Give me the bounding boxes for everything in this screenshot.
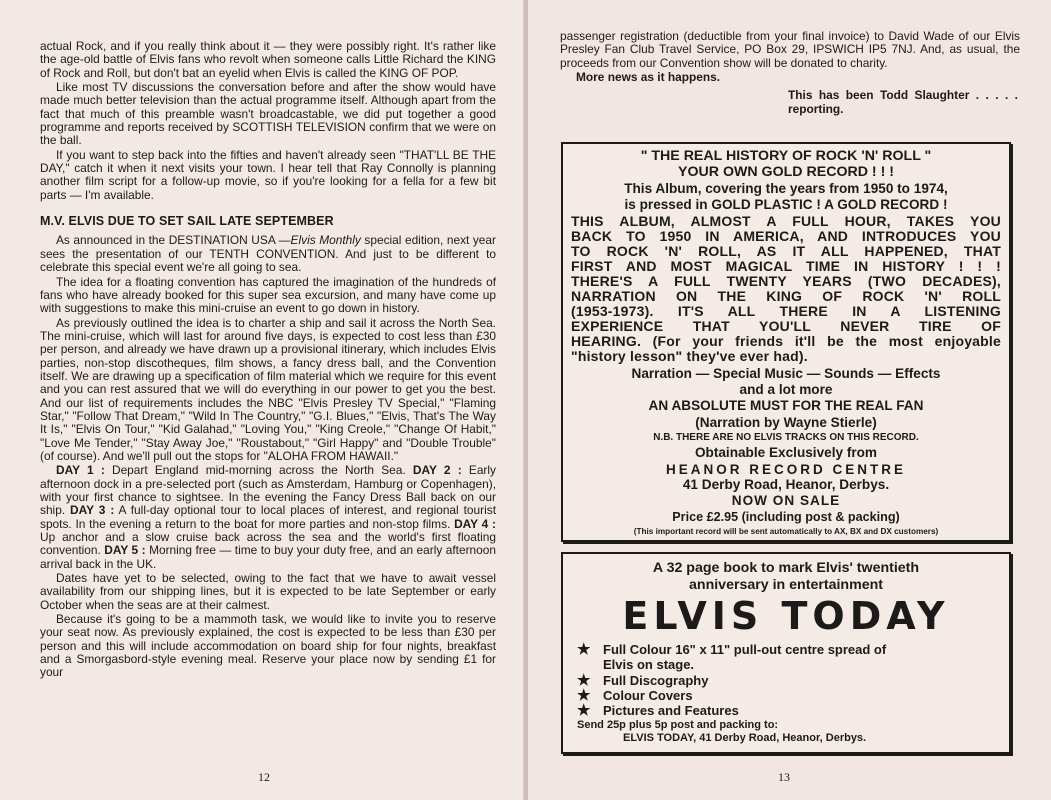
advert-line: (Narration by Wayne Stierle)	[695, 414, 877, 430]
book-title: ELVIS TODAY	[622, 594, 950, 638]
advert-body-line: BACK TO 1950 IN AMERICA, AND INTRODUCES YOU	[571, 227, 1001, 244]
list-item: ★ Pictures and Features	[577, 702, 739, 720]
news-line: More news as it happens.	[576, 69, 721, 84]
star-icon: ★	[577, 686, 591, 704]
price-line: Price £2.95 (including post & packing)	[672, 510, 900, 525]
elvis-today-advert	[561, 552, 1011, 754]
list-item: ★ Colour Covers	[577, 686, 693, 704]
left-page	[0, 0, 525, 800]
advert-line: AN ABSOLUTE MUST FOR THE REAL FAN	[648, 398, 924, 414]
paragraph: passenger registration (deductible from your final invoice) to David Wade of our Elvis Presley Fan Club Travel Service, PO Box 29, IPSWICH IP5 7NJ. And, as usual, the proceeds from our Convention show will be donated to charity.	[560, 29, 1020, 70]
paragraph: Like most TV discussions the conversation before and after the show would have made much better television than the actual programme itself. Although apart from the fact that much of this preamble wasn't broadcastable, we did put together a good programme and reports received by SCOTTISH TELEVISION confirm that we were on the ball.	[40, 80, 496, 148]
gold-record-advert	[561, 142, 1011, 542]
list-item: ★ Full Discography	[577, 671, 709, 689]
section-heading: M.V. ELVIS DUE TO SET SAIL LATE SEPTEMBER	[40, 214, 334, 229]
advert-heading: anniversary in entertainment	[689, 577, 883, 593]
advert-title: " THE REAL HISTORY OF ROCK 'N' ROLL "	[640, 148, 932, 164]
advert-body-line: TO ROCK 'N' ROLL, AS IT ALL HAPPENED, THAT	[571, 242, 1001, 259]
advert-body-line: NARRATION ON THE KING OF ROCK 'N' ROLL	[571, 288, 1001, 305]
advert-heading: A 32 page book to mark Elvis' twentieth	[652, 560, 920, 576]
page-number: 13	[778, 770, 790, 784]
advert-line: and a lot more	[739, 381, 833, 397]
advert-line: Obtainable Exclusively from	[694, 445, 878, 461]
left-article	[40, 40, 496, 681]
advert-line: This Album, covering the years from 1950 to 1974,	[624, 180, 948, 196]
advert-features: Narration — Special Music — Sounds — Effects	[631, 365, 941, 381]
paragraph: actual Rock, and if you really think about it — they were possibly right. It's rather like the age-old battle of Elvis fans who revolt when someone calls Little Richard the KING of Rock and Roll, but don't bat an eyelid when Elvis is called the KING OF POP.	[40, 39, 496, 80]
sale-line: NOW ON SALE	[731, 493, 841, 508]
order-address: ELVIS TODAY, 41 Derby Road, Heanor, Derbys.	[623, 732, 867, 745]
advert-footnote: (This important record will be sent automatically to AX, BX and DX customers)	[633, 526, 939, 536]
list-item: ★ Full Colour 16" x 11" pull-out centre spread of Elvis on stage.	[577, 641, 887, 673]
star-icon: ★	[577, 641, 591, 658]
advert-body-line: HEARING. (For your friends it'll be the most enjoyable	[571, 333, 1001, 350]
star-icon: ★	[577, 671, 591, 689]
advert-body-line: FIRST AND MOST MAGICAL TIME IN HISTORY ! ! !	[571, 257, 1001, 274]
paragraph: As announced in the DESTINATION USA —Elvis Monthly special edition, next year sees the presentation of our TENTH CONVENTION. And just to be different to celebrate this special event we're all going to sea.	[40, 233, 496, 275]
paragraph: The idea for a floating convention has captured the imagination of the hundreds of fans who have already booked for this super sea excursion, and many have come up with suggestions to make this mini-cruise an event to go down in history.	[40, 274, 496, 316]
right-article	[560, 30, 1020, 116]
store-name: HEANOR RECORD CENTRE	[665, 461, 906, 477]
feature-list	[577, 642, 1009, 718]
advert-subtitle: YOUR OWN GOLD RECORD ! ! !	[678, 164, 894, 181]
signoff: This has been Todd Slaughter . . . . . reporting.	[788, 88, 1018, 117]
page-number: 12	[258, 770, 270, 784]
advert-body-line: EXPERIENCE THAT YOU'LL NEVER TIRE OF	[571, 318, 1001, 335]
paragraph: Dates have yet to be selected, owing to the fact that we have to await vessel availability from our shipping lines, but it is expected to be late September or early October when the seas are at their calmest.	[40, 571, 496, 612]
advert-body-line: (1953-1973). IT'S ALL THERE IN A LISTENING	[571, 303, 1001, 320]
star-icon: ★	[577, 702, 591, 720]
order-instructions: Send 25p plus 5p post and packing to:	[577, 719, 779, 732]
advert-body-line: "history lesson" they've ever had).	[571, 348, 808, 365]
paragraph: If you want to step back into the fifties and haven't already seen "THAT'LL BE THE DAY," catch it when it next visits your town. I hear tell that Ray Connolly is planning another film script for a follow-up movie, so if you're looking for a fella for a few bit parts — I'm available.	[40, 147, 496, 202]
store-address: 41 Derby Road, Heanor, Derbys.	[682, 476, 890, 492]
advert-note: N.B. THERE ARE NO ELVIS TRACKS ON THIS RECORD.	[653, 432, 919, 444]
right-page	[528, 0, 1051, 800]
paragraph: Because it's going to be a mammoth task, we would like to invite you to reserve your seat now. As previously explained, the cost is expected to be less than £30 per person and this will include accommodation on board ship for four nights, breakfast and a Smorgasbord-style evening meal. Reserve your place now by sending £1 for your	[40, 612, 496, 680]
paragraph: As previously outlined the idea is to charter a ship and sail it across the North Sea. The mini-cruise, which will last for around five days, is expected to cost less than £30 per person, and already we have drawn up a provisional itinerary, which includes Elvis parties, non-stop discotheques, film shows, a fancy dress ball, and the Convention itself. We are drawing up a specification of film material which we require for this event and you can rest assured that we will do everything in our power to get you the best. And our list of requirements includes the NBC "Elvis Presley TV Special," "Flaming Star," "Follow That Dream," "Wild In The Country," "G.I. Blues," "Elvis, That's The Way It Is," "Elvis On Tour," "Kid Galahad," "Loving You," "King Creole," "Change Of Habit," "Love Me Tender," "Stay Away Joe," "Roustabout," "Girl Happy" and "Double Trouble" (of course). And we'll pull out the stops for "ALOHA FROM HAWAII."	[40, 315, 496, 463]
advert-line: is pressed in GOLD PLASTIC ! A GOLD RECORD !	[624, 197, 948, 213]
itinerary-paragraph: DAY 1 : Depart England mid-morning across the North Sea. DAY 2 : Early afternoon dock in a pre-selected port (such as Amsterdam, Hamburg or Copenhagen), with your first chance to sightsee. In the evening the Fancy Dress Ball back on our ship. DAY 3 : A full-day optional tour to local places of interest, and regional tourist spots. In the evening a return to the boat for more parties and non-stop films. DAY 4 : Up anchor and a slow cruise back across the sea and the world's first floating convention. DAY 5 : Morning free — time to buy your duty free, and an early afternoon arrival back in the UK.	[40, 463, 497, 571]
advert-body-line: THIS ALBUM, ALMOST A FULL HOUR, TAKES YOU	[571, 212, 1001, 229]
advert-body-line: THERE'S A FULL TWENTY YEARS (TWO DECADES),	[571, 273, 1001, 289]
